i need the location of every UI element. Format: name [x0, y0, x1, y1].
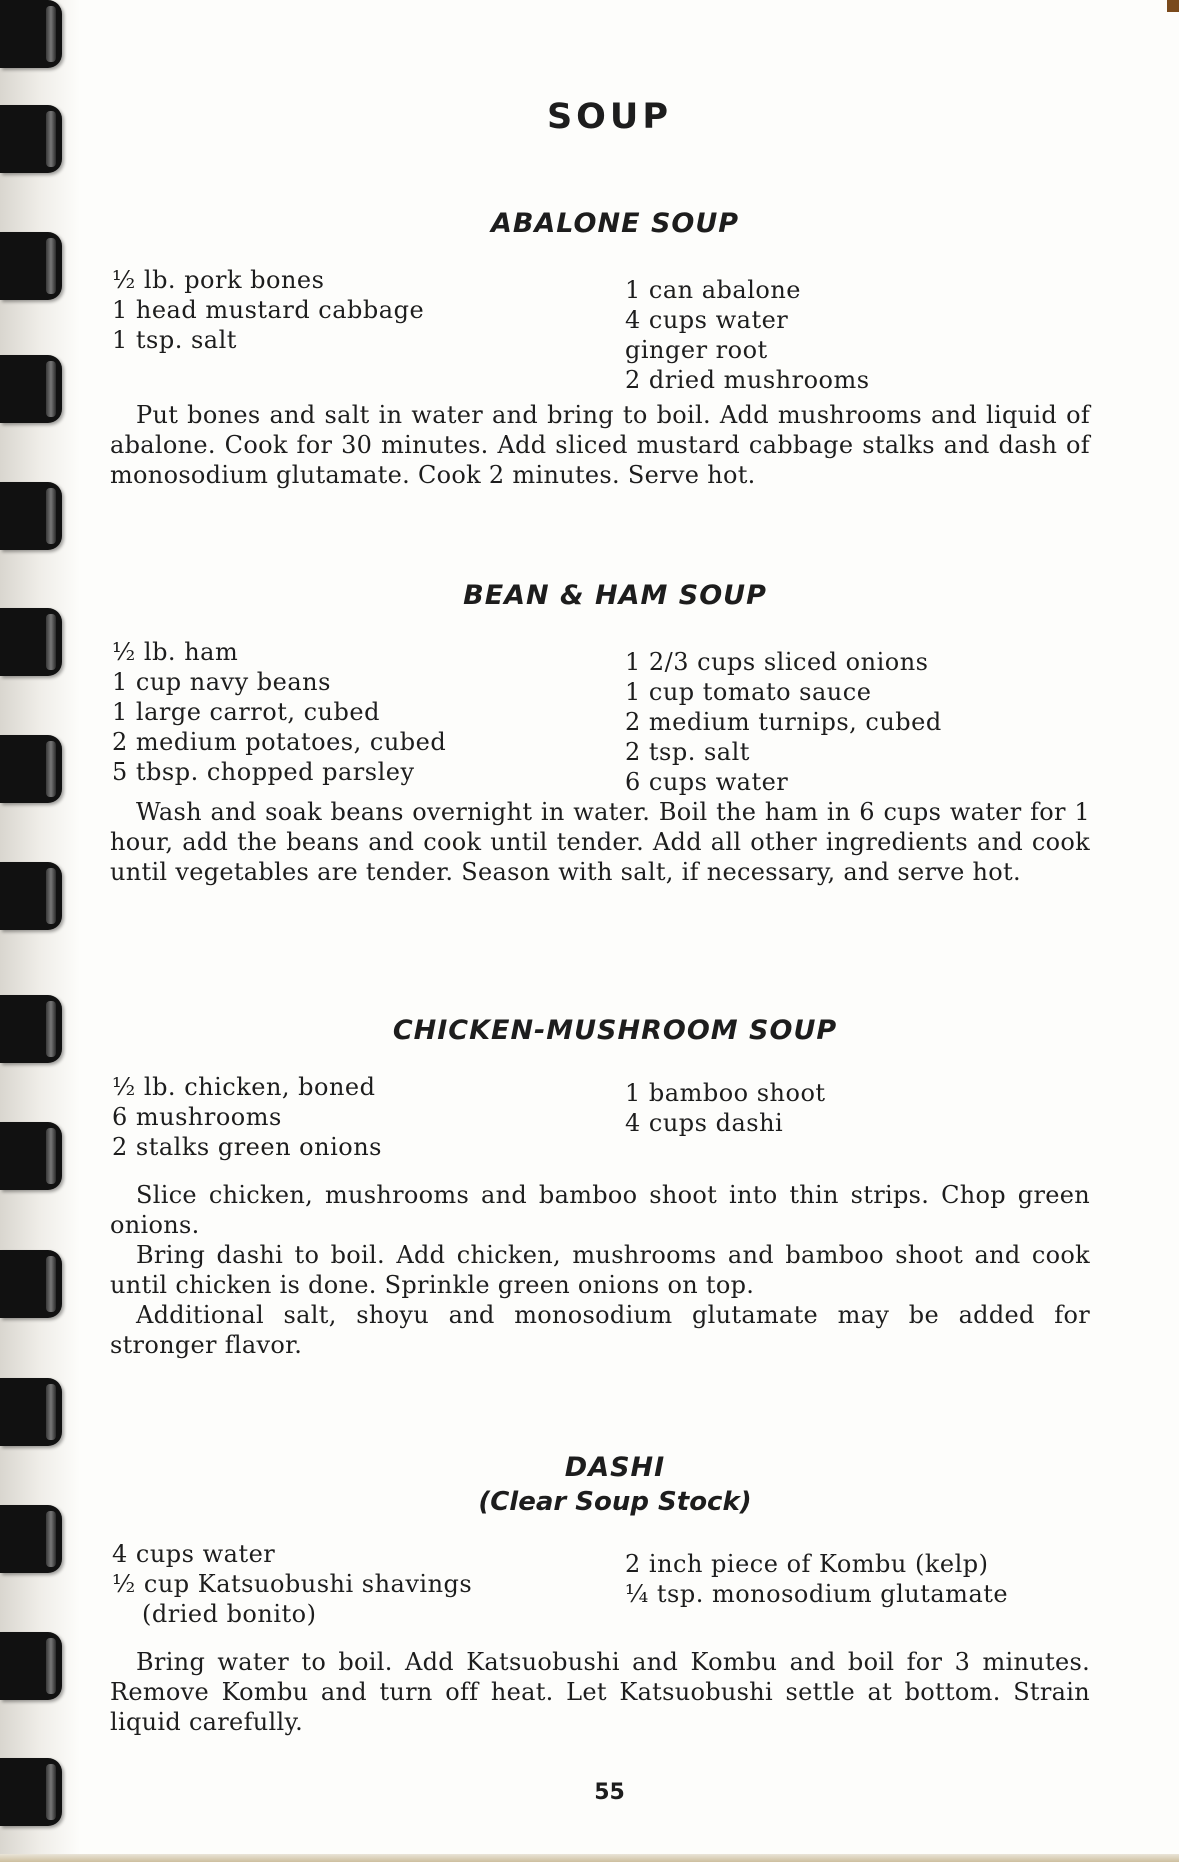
recipe-bean-ham-soup [110, 580, 1090, 887]
ingredient-list [110, 1072, 1090, 1180]
ingredient: ½ lb. chicken, boned [112, 1073, 376, 1101]
ingredients-left-column [112, 265, 424, 355]
recipe-title: CHICKEN-MUSHROOM SOUP [392, 1015, 838, 1046]
ingredient: 1 cup tomato sauce [625, 678, 872, 706]
ingredient: 2 stalks green onions [112, 1133, 382, 1161]
ingredient: ½ cup Katsuobushi shavings [112, 1570, 473, 1598]
recipe-chicken-mushroom-soup [110, 1015, 1090, 1360]
binding-ring [0, 1250, 62, 1318]
ingredient: 2 medium potatoes, cubed [112, 728, 447, 756]
binding-ring [0, 1632, 62, 1700]
instructions-paragraph: Put bones and salt in water and bring to boil. Add mushrooms and liquid of abalone. Cook for 30 minutes. Add sliced mustard cabbage stalks and dash of monosodium glutamate. Cook 2 minutes. Serve hot. [110, 401, 1090, 489]
page-bottom-edge [0, 1854, 1179, 1862]
ingredient: 4 cups water [625, 306, 789, 334]
ingredients-right-column [625, 1549, 1008, 1609]
ingredient-list [110, 265, 1090, 400]
binding-ring [0, 1122, 62, 1190]
ingredient-list [110, 1539, 1090, 1647]
page-corner [1167, 0, 1179, 12]
binding-ring [0, 355, 62, 423]
binding-ring [0, 995, 62, 1063]
binding-ring [0, 608, 62, 676]
recipe-title: DASHI [564, 1452, 666, 1483]
ingredient: 1 bamboo shoot [625, 1079, 826, 1107]
page-number: 55 [594, 1780, 625, 1805]
binding-ring [0, 482, 62, 550]
ingredient: 2 medium turnips, cubed [625, 708, 942, 736]
binding-ring [0, 232, 62, 300]
recipe-abalone-soup [110, 208, 1090, 490]
ingredients-right-column [625, 1078, 826, 1138]
instructions-paragraph: Wash and soak beans overnight in water. Boil the ham in 6 cups water for 1 hour, add the beans and cook until tender. Add all other ingredients and cook until vegetables are tender. Season with salt, if necessary, and serve hot. [110, 798, 1090, 886]
ingredient: 6 mushrooms [112, 1103, 282, 1131]
ingredient: 1 2/3 cups sliced onions [625, 648, 929, 676]
ingredient: 4 cups dashi [625, 1109, 784, 1137]
ingredient: ½ lb. ham [112, 638, 239, 666]
ingredient: 1 head mustard cabbage [112, 296, 425, 324]
page-title: SOUP [546, 97, 673, 138]
ingredient: 6 cups water [625, 768, 789, 796]
binding-ring [0, 1505, 62, 1573]
recipe-title: ABALONE SOUP [490, 208, 740, 239]
binding-ring [0, 862, 62, 930]
binding-ring [0, 1378, 62, 1446]
binding-ring [0, 0, 62, 68]
ingredient-note: (dried bonito) [142, 1600, 317, 1628]
ingredient: 2 dried mushrooms [625, 366, 870, 394]
ingredients-right-column [625, 275, 870, 395]
ingredient: 1 can abalone [625, 276, 801, 304]
ingredient: 1 large carrot, cubed [112, 698, 380, 726]
ingredients-right-column [625, 647, 942, 797]
instructions-paragraph: Bring dashi to boil. Add chicken, mushrooms and bamboo shoot and cook until chicken is done. Sprinkle green onions on top. [110, 1241, 1090, 1299]
recipe-subtitle: (Clear Soup Stock) [478, 1487, 752, 1517]
ingredient: 4 cups water [112, 1540, 276, 1568]
ingredient: 5 tbsp. chopped parsley [112, 758, 415, 786]
ingredient: 1 tsp. salt [112, 326, 237, 354]
ingredients-left-column [112, 637, 446, 787]
instructions-paragraph: Bring water to boil. Add Katsuobushi and Kombu and boil for 3 minutes. Remove Kombu and turn off heat. Let Katsuobushi settle at bottom. Strain liquid carefully. [110, 1648, 1090, 1736]
binding-ring [0, 735, 62, 803]
ingredients-left-column [112, 1072, 382, 1162]
recipe-dashi [110, 1452, 1090, 1737]
ingredient: ¼ tsp. monosodium glutamate [625, 1580, 1009, 1608]
ingredient-list [110, 637, 1090, 797]
ingredients-left-column [112, 1539, 472, 1629]
ingredient: 2 tsp. salt [625, 738, 750, 766]
ingredient: ginger root [625, 336, 768, 364]
ingredient: 2 inch piece of Kombu (kelp) [625, 1550, 989, 1578]
ingredient: ½ lb. pork bones [112, 266, 325, 294]
instructions-paragraph: Slice chicken, mushrooms and bamboo shoot into thin strips. Chop green onions. [110, 1181, 1090, 1239]
instructions-paragraph: Additional salt, shoyu and monosodium glutamate may be added for stronger flavor. [110, 1301, 1090, 1359]
spiral-binding [0, 0, 80, 1862]
ingredient: 1 cup navy beans [112, 668, 331, 696]
recipe-title: BEAN & HAM SOUP [463, 580, 767, 611]
